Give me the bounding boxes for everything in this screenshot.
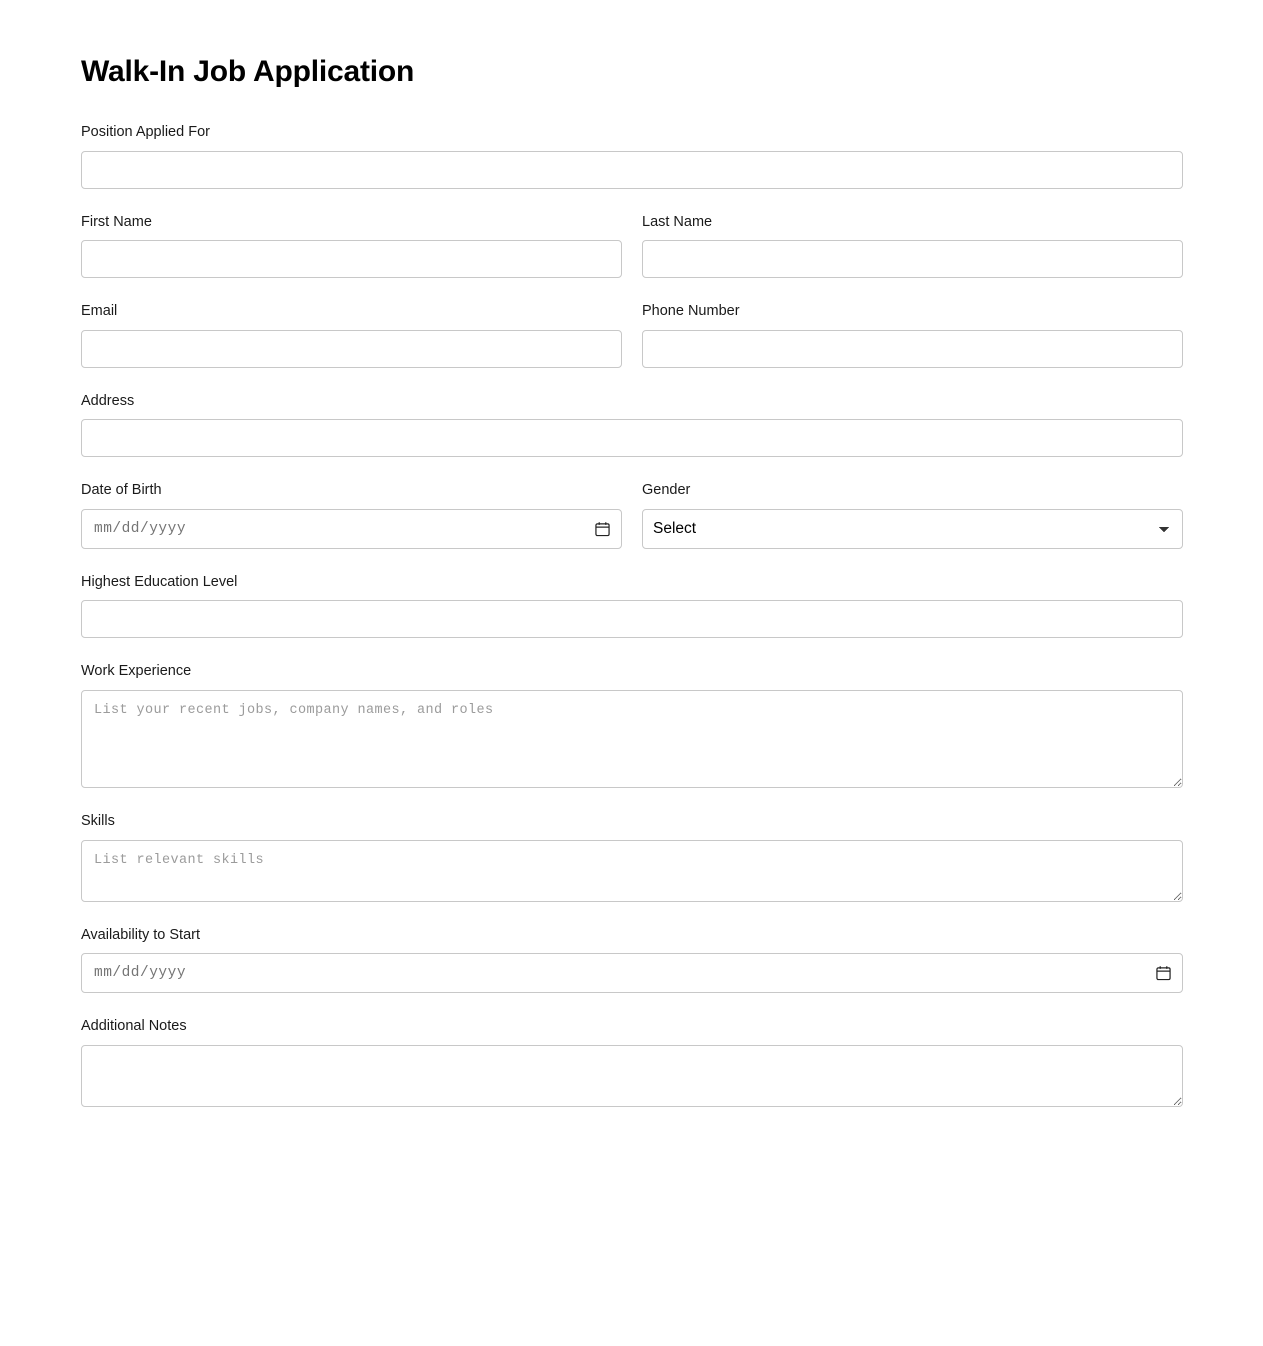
- page-title: Walk-In Job Application: [81, 55, 415, 88]
- address-input[interactable]: [81, 419, 1183, 457]
- work-experience-label: Work Experience: [81, 663, 192, 680]
- gender-select[interactable]: [642, 509, 1183, 549]
- position-label: Position Applied For: [81, 124, 210, 140]
- field-date-of-birth: [81, 481, 622, 549]
- dob-gender-row: [81, 481, 1183, 549]
- date-of-birth-input[interactable]: [81, 509, 622, 549]
- date-of-birth-wrapper: [81, 509, 622, 549]
- field-availability: [81, 926, 1183, 994]
- phone-input[interactable]: [642, 330, 1183, 368]
- skills-textarea[interactable]: [81, 840, 1183, 902]
- contact-row: [81, 302, 1183, 368]
- work-experience-textarea[interactable]: [81, 690, 1183, 788]
- first-name-label: First Name: [81, 213, 152, 230]
- field-last-name: [642, 213, 1183, 279]
- field-email: [81, 302, 622, 368]
- field-position: [81, 123, 1183, 189]
- field-first-name: [81, 213, 622, 279]
- email-input[interactable]: [81, 330, 622, 368]
- field-phone: [642, 302, 1183, 368]
- education-label: Highest Education Level: [81, 573, 238, 590]
- position-input[interactable]: [81, 151, 1183, 189]
- field-education: [81, 573, 1183, 639]
- first-name-input[interactable]: [81, 240, 622, 278]
- field-skills: [81, 812, 1183, 902]
- phone-label: Phone Number: [642, 303, 740, 320]
- name-row: [81, 213, 1183, 279]
- last-name-label: Last Name: [642, 213, 713, 230]
- field-notes: [81, 1017, 1183, 1107]
- skills-label: Skills: [81, 812, 115, 829]
- notes-textarea[interactable]: [81, 1045, 1183, 1107]
- last-name-input[interactable]: [642, 240, 1183, 278]
- date-of-birth-label: Date of Birth: [81, 482, 162, 499]
- field-gender: [642, 481, 1183, 549]
- education-input[interactable]: [81, 600, 1183, 638]
- address-label: Address: [81, 392, 135, 409]
- field-work-experience: [81, 662, 1183, 788]
- field-address: [81, 392, 1183, 458]
- availability-input[interactable]: [81, 953, 1183, 993]
- gender-label: Gender: [642, 482, 691, 499]
- notes-label: Additional Notes: [81, 1018, 187, 1035]
- availability-wrapper: [81, 953, 1183, 993]
- email-label: Email: [81, 303, 118, 320]
- availability-label: Availability to Start: [81, 926, 201, 943]
